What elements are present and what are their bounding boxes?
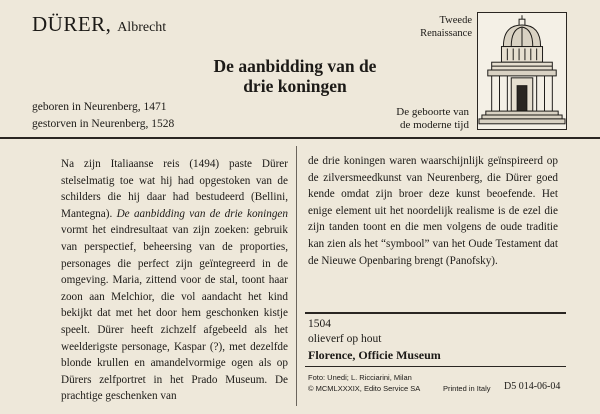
period-label: [380, 14, 472, 40]
text-column-left: [61, 156, 288, 405]
artist-name: [32, 12, 166, 37]
motto: [355, 106, 469, 132]
artwork-year: 1504: [308, 318, 331, 330]
info-divider-top: [305, 312, 566, 314]
period-line1: Tweede: [439, 15, 472, 26]
info-divider-bottom: [305, 366, 566, 367]
column-divider: [296, 146, 297, 406]
tempietto-icon: [477, 12, 567, 130]
left-paragraph-start: Na zijn Italiaanse reis (1494) paste Dürer stelselmatig toe wat hij had opgestoken van de schilders die hij daar had bestudeerd (Bellini, Mantegna).: [61, 158, 288, 220]
header-divider: [0, 137, 600, 139]
text-column-right: [308, 153, 558, 269]
life-dates: [32, 99, 174, 133]
motto-line2: de moderne tijd: [399, 119, 469, 131]
left-paragraph-rest: vormt het eindresultaat van zijn zoeken: gebruik van perspectief, beheersing van de proporties, personages die perfect zijn geïntegreerd in de omgeving. Maria, zittend voor de stal, toont haar zoon aan Melchior, die vol aandacht het kind bekijkt dat met het door hem geschonken kistje speelt. Dürer heeft zichzelf afgebeeld als het weelderigste personage, Kaspar (?), met dezelfde blonde krullen en amandelvormige ogen als op Dürers zelfportret in het Prado Museum. De prachtige geschenken van: [61, 224, 288, 403]
artist-surname: DÜRER,: [32, 12, 112, 36]
title-line2: drie koningen: [243, 76, 347, 96]
artist-firstname: Albrecht: [117, 20, 167, 35]
copyright-credit: © MCMLXXXIX, Edito Service SA: [308, 384, 421, 393]
born-text: geboren in Neurenberg, 1471: [32, 101, 167, 113]
artwork-location: Florence, Officie Museum: [308, 348, 441, 362]
artwork-title: [150, 56, 440, 96]
photo-credit: Foto: Unedi; L. Ricciarini, Milan: [308, 373, 412, 382]
artwork-medium: olieverf op hout: [308, 333, 382, 345]
period-line2: Renaissance: [420, 28, 472, 39]
title-line1: De aanbidding van de: [213, 56, 377, 76]
motto-line1: De geboorte van: [396, 106, 469, 118]
right-paragraph: de drie koningen waren waarschijnlijk geïnspireerd op de zilversmeedkunst van Neurenberg, die Dürer goed kende omdat zijn broer deze kunst beoefende. Het enige element uit het noordelijk realisme is de ezel die zijn tanden toont en die men volgens de oude traditie kan zien als het “symbool” van het Oude Testament dat de Nieuwe Openbaring brengt (Panofsky).: [308, 155, 558, 267]
artwork-title-italic: De aanbidding van de drie koningen: [116, 207, 288, 220]
card-code: D5 014-06-04: [504, 381, 561, 392]
printed-note: Printed in Italy: [443, 384, 491, 393]
died-text: gestorven in Neurenberg, 1528: [32, 118, 175, 130]
